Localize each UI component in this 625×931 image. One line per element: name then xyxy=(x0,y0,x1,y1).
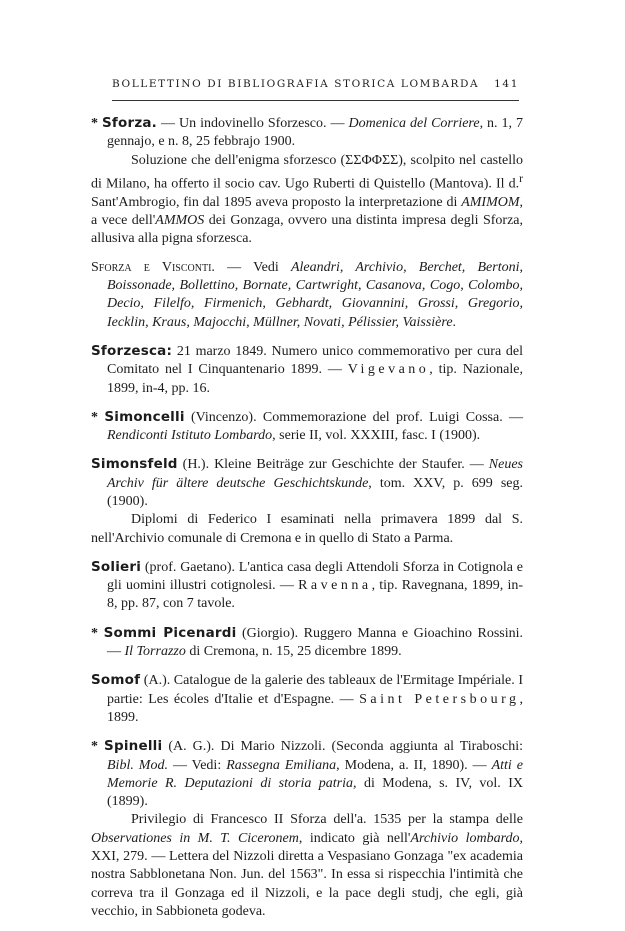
bibliography-entry xyxy=(91,671,523,727)
entry-text: Domenica del Corriere xyxy=(348,116,480,131)
bibliography-entry xyxy=(91,737,523,811)
entry-text: Ravenna xyxy=(298,578,372,594)
entry-text: Aleandri, Archivio, Berchet, Bertoni, Boissonade, Bollettino, Bornate, Cartwright, Casanova, Cogo, Colombo, Decio, Filelfo, Firmenich, Gebhardt, Giovannini, Grossi, Gregorio, Iecklin, Kraus, Majocchi, Müllner, Novati, Pélissier, Vaissière xyxy=(107,259,523,330)
entry-text: , 1899. xyxy=(107,691,523,725)
entry-star-marker: * xyxy=(91,116,102,131)
entry-text: di Cremona, n. 15, 25 dicembre 1899. xyxy=(185,644,402,660)
entry-text: (A. G.). Di Mario Nizzoli. (Seconda aggiunta al Tiraboschi: xyxy=(162,739,524,755)
entry-star-marker: * xyxy=(91,739,105,755)
entry-text: 21 marzo 1849. Numero unico commemorativo per cura del Comitato nel I Cinquantenario 1899. — xyxy=(107,343,523,378)
journal-title: BOLLETTINO DI BIBLIOGRAFIA STORICA LOMBARDA xyxy=(112,78,480,90)
entry-headword: Spinelli xyxy=(104,738,163,755)
entry-headword: Simonsfeld xyxy=(91,456,178,473)
annotation-text: Diplomi di Federico I esaminati nella primavera 1899 dal S. nell'Archivio comunale di Cremona e in quello di Stato a Parma. xyxy=(91,512,523,546)
entry-headword: Simoncelli xyxy=(104,408,185,425)
entry-text: — Vedi: xyxy=(167,757,227,773)
annotation-text: r xyxy=(519,171,523,185)
bibliography-entry xyxy=(91,455,523,511)
annotation-text: Privilegio di Francesco II Sforza dell'a. 1535 per la stampa delle xyxy=(131,812,523,828)
page-number: 141 xyxy=(494,78,519,90)
entry-annotation xyxy=(91,511,523,548)
annotation-text: , indicato già nell' xyxy=(298,830,411,846)
annotation-text: Observationes in M. T. Ciceronem xyxy=(91,830,299,846)
entry-text: (prof. Gaetano). L'antica casa degli Attendoli Sforza in Cotignola e gli uomini illustri cotignolesi. — xyxy=(107,559,523,594)
entry-text: (Vincenzo). Commemorazione del prof. Luigi Cossa. — xyxy=(184,409,524,425)
bibliography-entry xyxy=(91,114,523,152)
entry-text: , serie II, vol. XXXIII, fasc. I (1900). xyxy=(272,428,481,444)
entry-text: Neues Archiv für ältere deutsche Geschichtskunde xyxy=(107,457,523,491)
entry-text: . — Vedi xyxy=(211,259,291,275)
entry-text: — Un indovinello Sforzesco. — xyxy=(157,116,349,131)
entry-text: , di Modena, s. IV, vol. IX (1899). xyxy=(107,775,524,810)
entry-text: (Giorgio). Ruggero Manna e Gioachino Rossini. — xyxy=(107,625,524,660)
header-rule xyxy=(112,100,519,101)
annotation-text: AMIMOM xyxy=(461,194,520,210)
entry-text: , tom. XXV, p. 699 seg. (1900). xyxy=(107,475,523,509)
entry-headword: Sforzesca: xyxy=(91,342,173,359)
annotation-text: AMMOS xyxy=(155,213,205,229)
entry-text: Il Torrazzo xyxy=(124,644,186,660)
entry-text: Bibl. Mod. xyxy=(107,757,168,773)
annotation-text: Archivio lombardo xyxy=(410,830,520,846)
entry-text: . xyxy=(452,314,457,330)
entry-text: (H.). Kleine Beiträge zur Geschichte der Staufer. — xyxy=(177,457,489,473)
entry-text: Atti e Memorie R. Deputazioni di storia patria xyxy=(107,757,523,791)
entry-text: Sforza e Visconti xyxy=(91,259,212,275)
entry-text: Rassegna Emiliana xyxy=(226,757,337,773)
entry-headword: Sommi Picenardi xyxy=(103,624,237,641)
entry-text: (A.). Catalogue de la galerie des tableaux de l'Ermitage Impériale. I partie: Les écoles d'Italie et d'Espagne. — xyxy=(107,673,523,707)
bibliography-entry xyxy=(91,259,523,332)
entry-annotation xyxy=(91,811,523,921)
entry-text: Saint Petersbourg xyxy=(359,691,520,707)
annotation-text: Soluzione che dell'enigma sforzesco (ΣΣΦΦΣΣ), scolpito nel castello di Milano, ha offerto il socio cav. Ugo Ruberti di Quistello (Mantova). Il d. xyxy=(91,152,523,192)
entry-text: , n. 1, 7 gennajo, e n. 8, 25 febbrajo 1900. xyxy=(107,116,524,150)
entry-text: Vigevano xyxy=(347,362,430,378)
bibliography-entry xyxy=(91,342,523,398)
bibliography-list xyxy=(91,114,523,931)
entry-headword: Solieri xyxy=(91,558,142,575)
annotation-text: , a vece dell' xyxy=(91,194,523,229)
annotation-text: dei Gonzaga, ovvero una distinta impresa degli Sforza, allusiva alla pigna sforzesca. xyxy=(91,213,523,247)
entry-text: , tip. Ravegnana, 1899, in-8, pp. 87, con 7 tavole. xyxy=(107,578,523,612)
entry-annotation xyxy=(91,152,523,249)
entry-text: , Modena, a. II, 1890). — xyxy=(336,757,492,773)
bibliography-entry xyxy=(91,558,523,614)
entry-headword: Somof xyxy=(91,672,141,689)
annotation-text: , XXI, 279. — Lettera del Nizzoli diretta a Vespasiano Gonzaga "ex academia nostra Sabblonetana Non. Jun. del 1563". In essa si rispecchia l'intimità che correva tra il Gonzaga ed il Nizzoli, e la pace degli studj, che egli, già vecchio, in Sabbioneta godeva. xyxy=(91,830,523,919)
entry-headword: Sforza. xyxy=(101,115,158,131)
bibliography-entry xyxy=(91,408,523,446)
entry-text: Rendiconti Istituto Lombardo xyxy=(107,428,273,444)
entry-star-marker: * xyxy=(91,625,104,641)
running-head xyxy=(112,78,519,90)
annotation-text: Sant'Ambrogio, fin dal 1895 aveva proposto la interpretazione di xyxy=(91,194,462,210)
entry-star-marker: * xyxy=(91,409,105,425)
bibliography-entry xyxy=(91,624,523,662)
entry-text: , tip. Nazionale, 1899, in-4, pp. 16. xyxy=(107,362,523,396)
